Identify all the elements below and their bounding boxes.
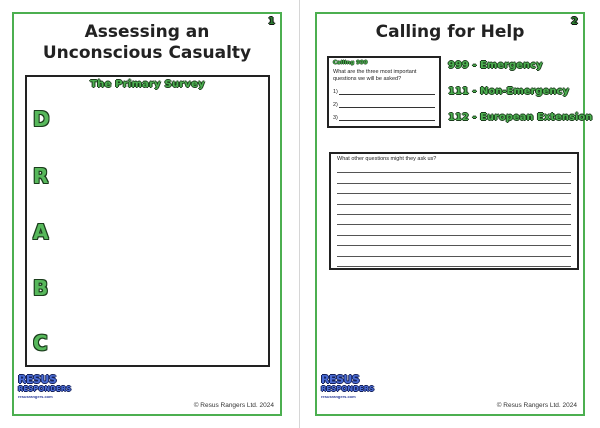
- answer-line-1[interactable]: [333, 88, 435, 95]
- calling-999-box: [327, 56, 441, 128]
- writing-line[interactable]: [337, 204, 571, 205]
- letter-b: B: [33, 276, 49, 300]
- letter-d: D: [33, 107, 50, 131]
- other-questions-box: [329, 152, 579, 270]
- page-title-text: Calling for Help: [375, 22, 525, 42]
- copyright: © Resus Rangers Ltd. 2024: [193, 402, 274, 409]
- writing-line[interactable]: [337, 245, 571, 246]
- logo-text-bottom: RESPONDERS: [321, 385, 375, 393]
- logo-text-top: RESUS: [321, 373, 360, 386]
- page-number: 2: [571, 16, 578, 27]
- writing-line[interactable]: [337, 266, 571, 267]
- letter-a: A: [33, 220, 49, 244]
- number-999: 999 - Emergency: [448, 60, 543, 71]
- worksheet-page-2: [315, 12, 593, 416]
- writing-line[interactable]: [337, 224, 571, 225]
- writing-line[interactable]: [337, 256, 571, 257]
- writing-line[interactable]: [337, 193, 571, 194]
- writing-line[interactable]: [337, 172, 571, 173]
- answer-number: 1): [333, 89, 338, 95]
- worksheet-page-1: [12, 12, 282, 416]
- number-112: 112 - European Extension: [448, 112, 593, 123]
- number-111: 111 - Non-Emergency: [448, 86, 569, 97]
- resus-responders-logo: [321, 373, 375, 406]
- answer-number: 3): [333, 115, 338, 121]
- logo-url: resusrangers.com: [18, 394, 53, 399]
- writing-line[interactable]: [337, 214, 571, 215]
- answer-line-2[interactable]: [333, 101, 435, 108]
- logo-text-bottom: RESPONDERS: [18, 385, 72, 393]
- primary-survey-box: [25, 75, 270, 367]
- writing-line[interactable]: [337, 235, 571, 236]
- answer-number: 2): [333, 102, 338, 108]
- letter-r: R: [33, 164, 49, 188]
- calling-box-question: What are the three most important questions we will be asked?: [333, 69, 417, 82]
- page-title: [317, 22, 583, 43]
- resus-responders-logo: [18, 373, 72, 406]
- writing-line[interactable]: [337, 183, 571, 184]
- calling-box-label: Calling 999: [333, 60, 368, 66]
- page-number: 1: [268, 16, 275, 27]
- survey-heading: The Primary Survey: [90, 79, 205, 90]
- copyright: © Resus Rangers Ltd. 2024: [496, 402, 577, 409]
- answer-line-3[interactable]: [333, 114, 435, 121]
- page-title-line-2: Unconscious Casualty: [42, 43, 252, 63]
- letter-c: C: [33, 331, 48, 355]
- page-divider: [299, 0, 300, 428]
- page-title: [14, 22, 280, 64]
- page-title-line-1: Assessing an: [84, 22, 210, 42]
- logo-text-top: RESUS: [18, 373, 57, 386]
- other-questions-prompt: What other questions might they ask us?: [337, 156, 437, 162]
- logo-url: resusrangers.com: [321, 394, 356, 399]
